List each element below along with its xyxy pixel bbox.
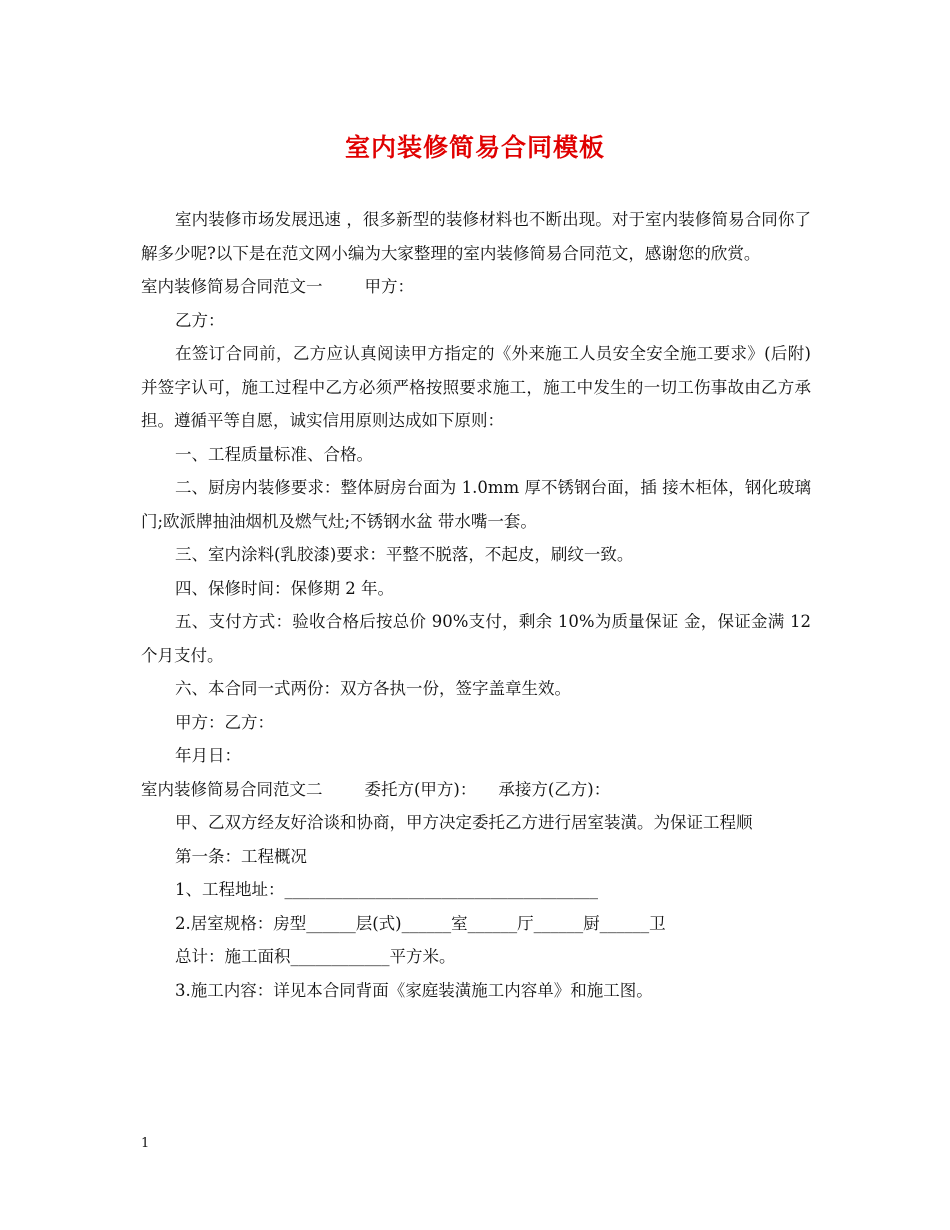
article1-heading: 第一条：工程概况 xyxy=(175,846,307,866)
project-address: 1、工程地址：______________________________________ xyxy=(175,880,598,899)
sample2-intro: 甲、乙双方经友好洽谈和协商，甲方决定委托乙方进行居室装潢。为保证工程顺 xyxy=(175,813,753,832)
clause-intro: 在签订合同前，乙方应认真阅读甲方指定的《外来施工人员安全安全施工要求》(后附)并签字认可，施工过程中乙方必须严格按照要求施工，施工中发生的一切工伤事故由乙方承担。遵循平等自愿，诚实信用原则达成如下原则： xyxy=(141,344,811,430)
item-quality: 一、工程质量标准、合格。 xyxy=(175,444,373,464)
party-a-label: 甲方： xyxy=(364,277,414,296)
construction-content: 3.施工内容：详见本合同背面《家庭装潢施工内容单》和施工图。 xyxy=(175,980,653,1000)
party-b-label: 乙方： xyxy=(175,310,225,330)
item-paint: 三、室内涂料(乳胶漆)要求：平整不脱落，不起皮，刷纹一致。 xyxy=(175,545,634,564)
date-line: 年月日： xyxy=(175,746,241,765)
item-warranty: 四、保修时间：保修期 2 年。 xyxy=(175,578,394,598)
room-specification: 2.居室规格：房型______层(式)______室______厅______厨______卫 xyxy=(175,913,666,933)
contractor-label: 承接方(乙方)： xyxy=(498,779,611,799)
document-title: 室内装修简易合同模板 xyxy=(344,133,605,162)
sample2-heading: 室内装修简易合同范文二 xyxy=(141,779,323,799)
intro-paragraph: 室内装修市场发展迅速 ，很多新型的装修材料也不断出现。对于室内装修简易合同你了解多少呢?以下是在范文网小编为大家整理的室内装修简易合同范文，感谢您的欣赏。 xyxy=(141,210,811,263)
item-payment: 五、支付方式：验收合格后按总价 90%支付，剩余 10%为质量保证 金，保证金满 12 个月支付。 xyxy=(141,612,811,665)
signature-line: 甲方：乙方： xyxy=(175,712,274,732)
sample1-heading: 室内装修简易合同范文一 xyxy=(141,277,323,296)
item-copies: 六、本合同一式两份：双方各执一份，签字盖章生效。 xyxy=(175,679,571,698)
client-label: 委托方(甲方)： xyxy=(364,779,477,799)
document-body xyxy=(141,203,811,1007)
item-kitchen: 二、厨房内装修要求：整体厨房台面为 1.0mm 厚不锈钢台面，插 接木柜体，钢化玻璃门;欧派牌抽油烟机及燃气灶;不锈钢水盆 带水嘴一套。 xyxy=(141,478,811,531)
construction-area: 总计：施工面积____________平方米。 xyxy=(175,947,456,966)
sample1-heading-line xyxy=(141,270,811,304)
sample2-heading-line xyxy=(141,773,811,807)
page-number: 1 xyxy=(141,1136,150,1151)
